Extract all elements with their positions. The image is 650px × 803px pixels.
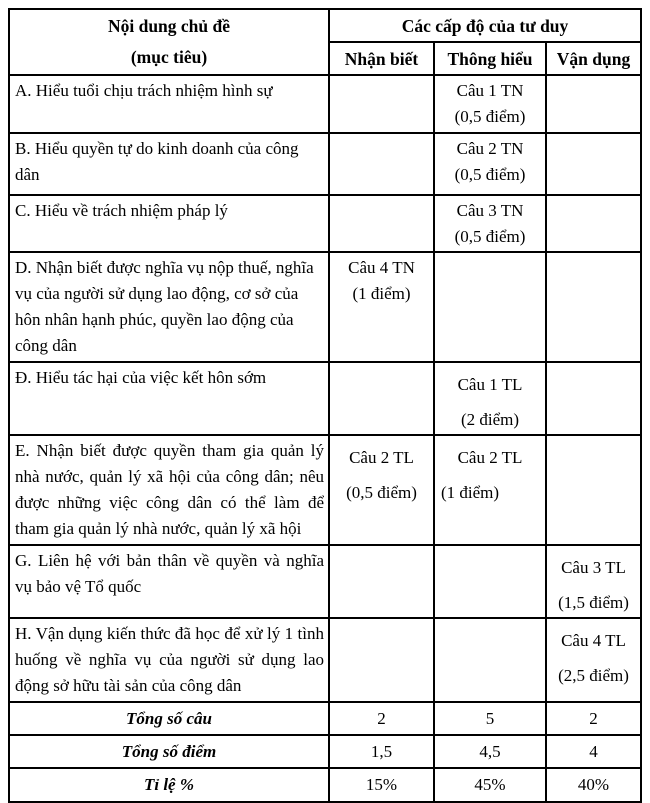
thong-hieu-cell [434,133,546,195]
summary-value: 4 [546,735,641,768]
table-row [9,133,641,195]
question-ref: Câu 4 TN [348,258,415,277]
thong-hieu-cell [434,545,546,618]
nhan-biet-cell [329,545,434,618]
exam-matrix-table [8,8,642,803]
header-row-1 [9,9,641,42]
topic-cell: B. Hiểu quyền tự do kinh doanh của công dân [9,133,329,195]
thong-hieu-cell [434,75,546,133]
summary-row-total-points [9,735,641,768]
question-ref: Câu 2 TL [457,448,523,467]
van-dung-cell [546,545,641,618]
question-points: (2,5 điểm) [558,666,629,685]
question-ref: Câu 1 TL [457,375,523,394]
summary-value: 2 [546,702,641,735]
topic-cell: A. Hiểu tuổi chịu trách nhiệm hình sự [9,75,329,133]
question-ref: Câu 3 TL [561,558,626,577]
question-ref: Câu 2 TN [456,139,524,158]
table-row [9,435,641,545]
question-ref: Câu 3 TN [456,201,524,220]
nhan-biet-cell [329,618,434,702]
table-row [9,75,641,133]
topic-cell: D. Nhận biết được nghĩa vụ nộp thuế, nghĩa vụ của người sử dụng lao động, cơ sở của hôn nhân hạnh phúc, quyền lao động của công dân [9,252,329,362]
nhan-biet-cell [329,435,434,545]
summary-value: 2 [329,702,434,735]
table-row [9,252,641,362]
van-dung-cell [546,362,641,435]
summary-label: Tổng số câu [9,702,329,735]
question-ref: Câu 1 TN [456,81,524,100]
van-dung-cell [546,75,641,133]
question-ref: Câu 4 TL [561,631,626,650]
van-dung-cell [546,435,641,545]
summary-value: 5 [434,702,546,735]
summary-label: Tổng số điểm [9,735,329,768]
question-points: (0,5 điểm) [454,165,526,184]
question-points: (1 điểm) [352,284,411,303]
question-points: (1 điểm) [441,483,500,502]
summary-value: 4,5 [434,735,546,768]
table-row [9,195,641,252]
summary-value: 15% [329,768,434,802]
question-points: (2 điểm) [460,410,520,429]
table-row [9,362,641,435]
thong-hieu-cell [434,362,546,435]
thong-hieu-cell [434,618,546,702]
thong-hieu-cell [434,435,546,545]
nhan-biet-cell [329,252,434,362]
van-dung-cell [546,252,641,362]
thong-hieu-cell [434,195,546,252]
question-ref: Câu 2 TL [349,448,414,467]
topic-cell: H. Vận dụng kiến thức đã học để xử lý 1 tình huống về nghĩa vụ của người sử dụng lao động sở hữu tài sản của công dân [9,618,329,702]
topic-cell: C. Hiểu về trách nhiệm pháp lý [9,195,329,252]
table-row [9,618,641,702]
question-points: (0,5 điểm) [346,483,417,502]
van-dung-cell [546,133,641,195]
summary-value: 40% [546,768,641,802]
summary-value: 45% [434,768,546,802]
topic-cell: E. Nhận biết được quyền tham gia quản lý nhà nước, quản lý xã hội của công dân; nêu được những việc công dân có thể làm để tham gia quản lý nhà nước, quản lý xã hội [9,435,329,545]
summary-row-percentage [9,768,641,802]
thong-hieu-cell [434,252,546,362]
summary-label: Tỉ lệ % [9,768,329,802]
nhan-biet-cell [329,362,434,435]
nhan-biet-cell [329,195,434,252]
summary-value: 1,5 [329,735,434,768]
header-topic-cell [9,9,329,75]
question-points: (0,5 điểm) [454,227,526,246]
question-points: (0,5 điểm) [454,107,526,126]
header-level-van-dung: Vận dụng [546,42,641,75]
nhan-biet-cell [329,75,434,133]
header-level-nhan-biet: Nhận biết [329,42,434,75]
van-dung-cell [546,618,641,702]
summary-row-total-questions [9,702,641,735]
header-level-thong-hieu: Thông hiểu [434,42,546,75]
nhan-biet-cell [329,133,434,195]
van-dung-cell [546,195,641,252]
question-points: (1,5 điểm) [558,593,629,612]
topic-cell: Đ. Hiểu tác hại của việc kết hôn sớm [9,362,329,435]
table-row [9,545,641,618]
header-topic-line2: (mục tiêu) [130,47,208,67]
topic-cell: G. Liên hệ với bản thân về quyền và nghĩa vụ bảo vệ Tổ quốc [9,545,329,618]
header-topic-line1: Nội dung chủ đề [107,16,231,36]
header-group-cell: Các cấp độ của tư duy [329,9,641,42]
